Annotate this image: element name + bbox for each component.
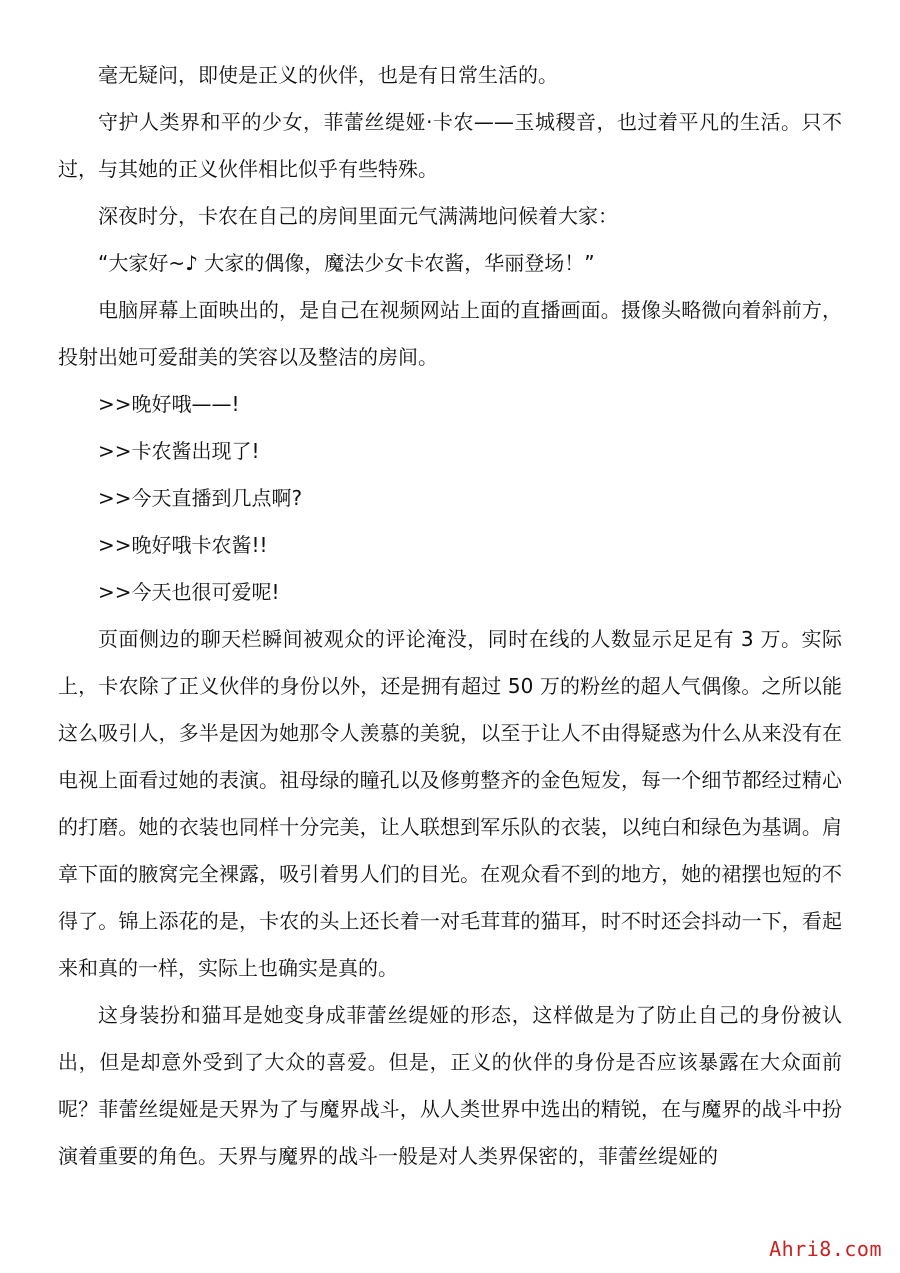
document-page	[58, 52, 842, 1180]
paragraph-screen: 电脑屏幕上面映出的，是自己在视频网站上面的直播画面。摄像头略微向着斜前方，投射出她可爱甜美的笑容以及整洁的房间。	[58, 298, 842, 369]
watermark-text: Ahri8.com	[769, 1237, 882, 1261]
paragraph-transformation: 这身装扮和猫耳是她变身成菲蕾丝缇娅的形态，这样做是为了防止自己的身份被认出，但是却意外受到了大众的喜爱。但是，正义的伙伴的身份是否应该暴露在大众面前呢？菲蕾丝缇娅是天界为了与魔界战斗，从人类世界中选出的精锐，在与魔界的战斗中扮演着重要的角色。天界与魔界的战斗一般是对人类界保密的，菲蕾丝缇娅的	[58, 1003, 842, 1168]
paragraph-guardian: 守护人类界和平的少女，菲蕾丝缇娅·卡农——玉城稷音，也过着平凡的生活。只不过，与其她的正义伙伴相比似乎有些特殊。	[58, 110, 842, 181]
paragraph-greeting-quote: “大家好~♪ 大家的偶像，魔法少女卡农酱，华丽登场！”	[98, 251, 595, 275]
paragraph-intro: 毫无疑问，即使是正义的伙伴，也是有日常生活的。	[98, 63, 558, 87]
paragraph-popularity: 页面侧边的聊天栏瞬间被观众的评论淹没，同时在线的人数显示足足有 3 万。实际上，卡农除了正义伙伴的身份以外，还是拥有超过 50 万的粉丝的超人气偶像。之所以能这么吸引人，多半是因为她那令人羡慕的美貌，以至于让人不由得疑惑为什么从来没有在电视上面看过她的表演。祖母绿的瞳孔以及修剪整齐的金色短发，每一个细节都经过精心的打磨。她的衣装也同样十分完美，让人联想到军乐队的衣装，以纯白和绿色为基调。肩章下面的腋窝完全裸露，吸引着男人们的目光。在观众看不到的地方，她的裙摆也短的不得了。锦上添花的是，卡农的头上还长着一对毛茸茸的猫耳，时不时还会抖动一下，看起来和真的一样，实际上也确实是真的。	[58, 627, 842, 980]
chat-comment: >>今天直播到几点啊?	[98, 486, 303, 510]
paragraph-late-night: 深夜时分，卡农在自己的房间里面元气满满地问候着大家：	[98, 204, 618, 228]
chat-comment: >>晚好哦——!	[98, 392, 240, 416]
chat-comment: >>卡农酱出现了!	[98, 439, 260, 463]
chat-comment: >>今天也很可爱呢!	[98, 580, 280, 604]
chat-comment: >>晚好哦卡农酱!!	[98, 533, 268, 557]
